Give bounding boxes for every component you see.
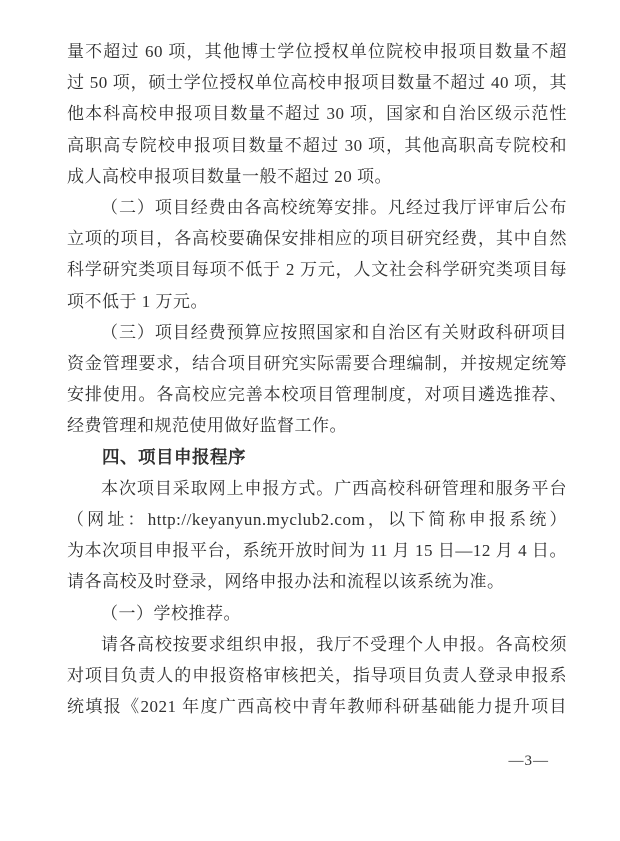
- text-line: 他本科高校申报项目数量不超过 30 项，国家和自治区级示范性: [67, 104, 567, 124]
- para-budget-management: [67, 317, 567, 442]
- para-application-requirements: [67, 629, 567, 723]
- document-body: [67, 36, 567, 722]
- text-line: 项不低于 1 万元。: [67, 291, 208, 311]
- text-line: （网址：http://keyanyun.myclub2.com，以下简称申报系统）: [67, 510, 567, 530]
- text-line: 为本次项目申报平台，系统开放时间为 11 月 15 日—12 月 4 日。: [67, 541, 567, 561]
- para-school-recommendation: [67, 598, 567, 629]
- text-line: 四、项目申报程序: [102, 446, 246, 467]
- heading-application-procedure: [67, 442, 567, 473]
- text-line: 科学研究类项目每项不低于 2 万元，人文社会科学研究类项目每: [67, 260, 567, 280]
- text-line: 经费管理和规范使用做好监督工作。: [67, 416, 347, 436]
- text-line: （二）项目经费由各高校统筹安排。凡经过我厅评审后公布: [101, 198, 567, 218]
- text-line: 统填报《2021 年度广西高校中青年教师科研基础能力提升项目: [67, 697, 567, 717]
- text-line: 过 50 项，硕士学位授权单位高校申报项目数量不超过 40 项，其: [67, 73, 567, 93]
- text-line: （三）项目经费预算应按照国家和自治区有关财政科研项目: [101, 322, 567, 342]
- text-line: 量不超过 60 项，其他博士学位授权单位院校申报项目数量不超: [67, 42, 567, 61]
- text-line: 立项的项目，各高校要确保安排相应的项目研究经费，其中自然: [67, 229, 567, 249]
- text-line: 安排使用。各高校应完善本校项目管理制度，对项目遴选推荐、: [67, 385, 567, 405]
- para-online-application-platform: [67, 473, 567, 598]
- para-quota-limits-continued: [67, 36, 567, 192]
- para-project-funding: [67, 192, 567, 317]
- text-line: 对项目负责人的申报资格审核把关，指导项目负责人登录申报系: [67, 666, 567, 686]
- text-line: 高职高专院校申报项目数量不超过 30 项，其他高职高专院校和: [67, 135, 567, 155]
- text-line: 请各高校按要求组织申报，我厅不受理个人申报。各高校须: [101, 634, 567, 654]
- text-line: 成人高校申报项目数量一般不超过 20 项。: [67, 166, 392, 186]
- text-line: 请各高校及时登录，网络申报办法和流程以该系统为准。: [67, 572, 505, 592]
- text-line: （一）学校推荐。: [101, 603, 241, 623]
- text-line: 资金管理要求，结合项目研究实际需要合理编制，并按规定统筹: [67, 354, 567, 374]
- page-number: —3—: [508, 753, 549, 769]
- text-line: 本次项目采取网上申报方式。广西高校科研管理和服务平台: [101, 478, 567, 498]
